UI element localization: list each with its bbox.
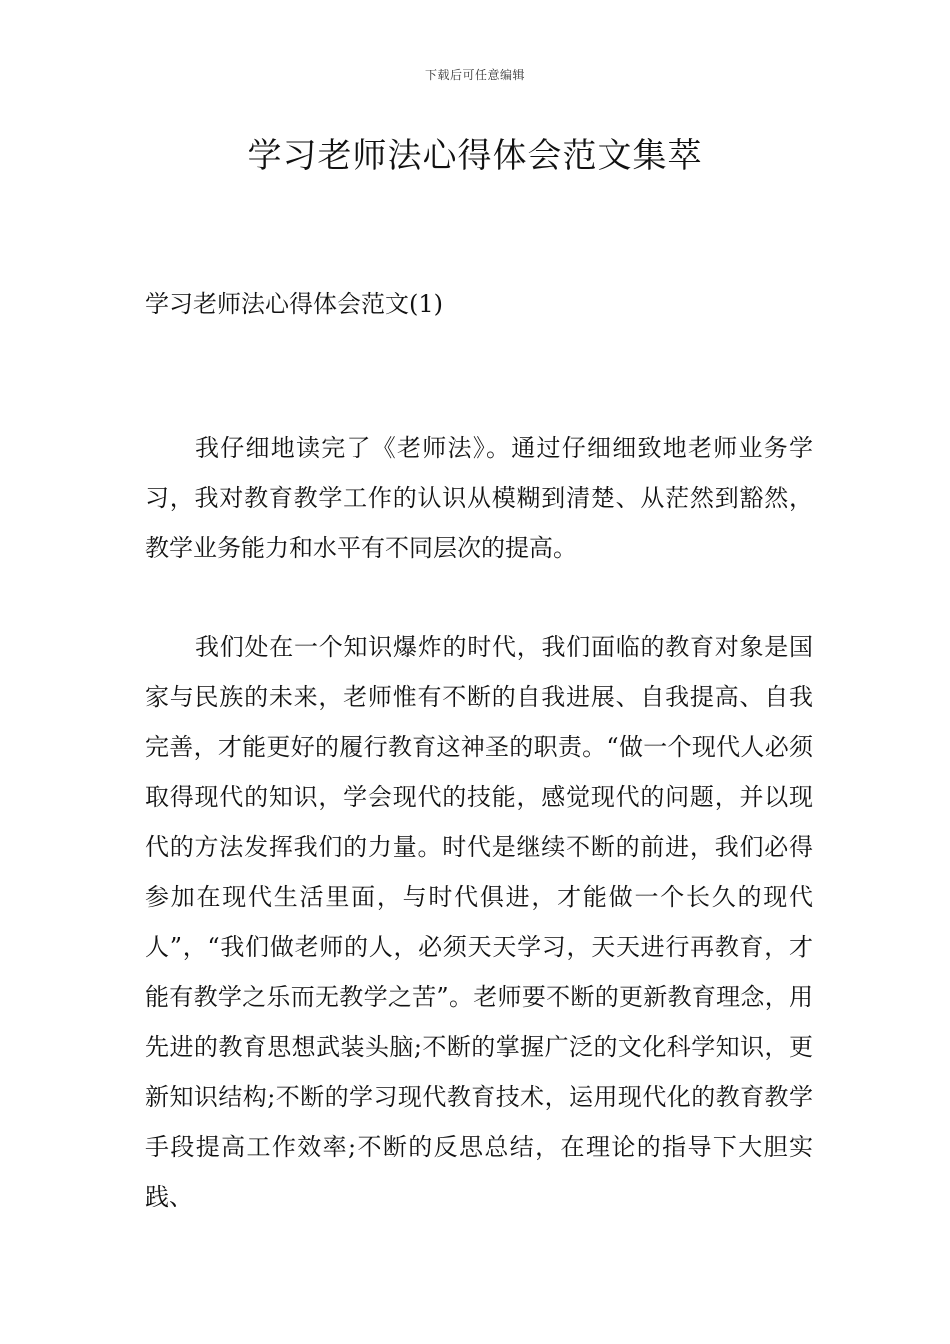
paragraph-1: 我仔细地读完了《老师法》。通过仔细细致地老师业务学习，我对教育教学工作的认识从模糊到清楚、从茫然到豁然，教学业务能力和水平有不同层次的提高。 bbox=[145, 434, 813, 562]
document-title: 学习老师法心得体会范文集萃 bbox=[247, 136, 703, 176]
paragraph-2: 我们处在一个知识爆炸的时代，我们面临的教育对象是国家与民族的未来，老师惟有不断的自我进展、自我提高、自我完善，才能更好的履行教育这神圣的职责。“做一个现代人必须取得现代的知识，学会现代的技能，感觉现代的问题，并以现代的方法发挥我们的力量。时代是继续不断的前进，我们必得参加在现代生活里面，与时代俱进，才能做一个长久的现代人”，“我们做老师的人，必须天天学习，天天进行再教育，才能有教学之乐而无教学之苦”。老师要不断的更新教育理念，用先进的教育思想武装头脑;不断的掌握广泛的文化科学知识，更新知识结构;不断的学习现代教育技术，运用现代化的教育教学手段提高工作效率;不断的反思总结，在理论的指导下大胆实践、 bbox=[145, 633, 813, 1211]
section-title: 学习老师法心得体会范文(1) bbox=[145, 290, 443, 318]
header-note: 下载后可任意编辑 bbox=[424, 68, 525, 82]
